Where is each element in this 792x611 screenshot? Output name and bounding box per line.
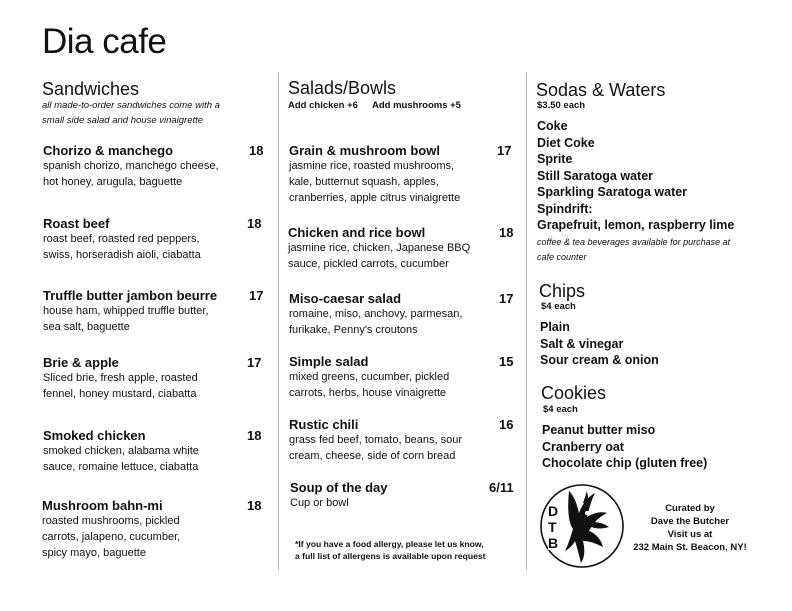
list-item: Salt & vinegar	[540, 336, 624, 351]
item-price: 18	[499, 225, 514, 240]
item-name: Miso-caesar salad	[289, 291, 402, 306]
chips-heading: Chips	[539, 281, 586, 301]
sodas-price: $3.50 each	[537, 100, 586, 111]
item-price: 18	[247, 216, 262, 231]
item-description: house ham, whipped truffle butter, sea salt, baguette	[43, 305, 209, 333]
salads-addon-chicken: Add chicken +6	[288, 100, 358, 111]
item-price: 17	[497, 143, 512, 158]
list-item: Plain	[540, 320, 570, 334]
sodas-list	[537, 118, 734, 234]
item-name: Chorizo & manchego	[43, 143, 174, 158]
item-description: Sliced brie, fresh apple, roasted fennel, honey mustard, ciabatta	[43, 372, 198, 400]
list-item: Spindrift:	[537, 201, 593, 216]
column-divider-left	[278, 72, 279, 570]
list-item: Sparkling Saratoga water	[537, 185, 688, 199]
item-name: Truffle butter jambon beurre	[43, 288, 218, 303]
menu-item-miso-caesar-salad	[289, 291, 519, 338]
list-item: Sour cream & onion	[540, 353, 659, 367]
sandwiches-note: all made-to-order sandwiches come with a small side salad and house vinaigrette	[42, 100, 220, 126]
chips-list	[540, 319, 659, 369]
item-name: Rustic chili	[289, 417, 359, 432]
item-description: mixed greens, cucumber, pickled carrots, herbs, house vinaigrette	[289, 371, 450, 399]
menu-item-roast-beef	[43, 216, 267, 263]
item-price: 16	[499, 417, 514, 432]
item-description: roasted mushrooms, pickled carrots, jalapeno, cucumber, spicy mayo, baguette	[42, 515, 181, 559]
menu-item-truffle-jambon-beurre	[43, 288, 273, 335]
list-item: Sprite	[537, 152, 573, 166]
list-item: Cranberry oat	[542, 439, 624, 454]
item-description: roast beef, roasted red peppers, swiss, horseradish aioli, ciabatta	[43, 233, 201, 261]
menu-item-chicken-rice-bowl	[288, 225, 518, 272]
item-price: 18	[247, 498, 262, 513]
salads-addon-mushrooms: Add mushrooms +5	[372, 100, 461, 111]
list-item: Peanut butter miso	[542, 423, 656, 437]
item-description: romaine, miso, anchovy, parmesan, furikake, Penny's croutons	[289, 308, 463, 336]
item-name: Brie & apple	[43, 355, 119, 370]
list-item: Chocolate chip (gluten free)	[542, 456, 708, 470]
item-name: Simple salad	[289, 354, 369, 369]
item-name: Grain & mushroom bowl	[289, 143, 440, 158]
item-price: 6/11	[489, 480, 514, 495]
sandwiches-heading: Sandwiches	[42, 79, 140, 99]
menu-item-rustic-chili	[289, 417, 519, 464]
item-description: jasmine rice, roasted mushrooms, kale, butternut squash, apples, cranberries, apple citrus vinaigrette	[289, 160, 461, 204]
list-item: Grapefruit, lemon, raspberry lime	[537, 218, 735, 232]
logo-letter-t: T	[548, 519, 557, 535]
item-price: 17	[499, 291, 514, 306]
logo-letter-d: D	[548, 503, 559, 519]
menu-item-chorizo-manchego	[43, 143, 267, 190]
cookies-price: $4 each	[543, 404, 578, 415]
item-name: Roast beef	[43, 216, 110, 231]
cookies-heading: Cookies	[541, 383, 607, 403]
item-description: smoked chicken, alabama white sauce, romaine lettuce, ciabatta	[43, 445, 199, 473]
item-description: grass fed beef, tomato, beans, sour cream, cheese, side of corn bread	[289, 434, 463, 462]
item-price: 18	[247, 428, 262, 443]
menu-item-brie-apple	[43, 355, 267, 402]
item-name: Mushroom bahn-mi	[42, 498, 163, 513]
list-item: Diet Coke	[537, 135, 595, 150]
curator-credit: Curated by Dave the Butcher Visit us at 232 Main St. Beacon, NY!	[633, 503, 747, 553]
item-price: 17	[247, 355, 262, 370]
item-description: spanish chorizo, manchego cheese, hot honey, arugula, baguette	[43, 160, 219, 188]
chips-price: $4 each	[541, 301, 576, 312]
dtb-logo	[539, 483, 625, 569]
menu-item-grain-mushroom-bowl	[289, 143, 519, 206]
allergy-notice: *If you have a food allergy, please let us know, a full list of allergens is available upon request	[295, 539, 486, 561]
item-price: 15	[499, 354, 514, 369]
menu-item-simple-salad	[289, 354, 519, 401]
sodas-heading: Sodas & Waters	[536, 80, 666, 100]
cookies-list	[542, 422, 707, 472]
item-price: 18	[249, 143, 264, 158]
logo-letter-b: B	[548, 535, 559, 551]
sodas-note: coffee & tea beverages available for purchase at cafe counter	[537, 237, 731, 262]
salads-heading: Salads/Bowls	[288, 78, 397, 98]
item-name: Smoked chicken	[43, 428, 146, 443]
menu-item-smoked-chicken	[43, 428, 267, 475]
list-item: Coke	[537, 119, 568, 133]
item-name: Soup of the day	[290, 480, 388, 495]
item-description: jasmine rice, chicken, Japanese BBQ sauce, pickled carrots, cucumber	[288, 242, 471, 270]
item-name: Chicken and rice bowl	[288, 225, 426, 240]
item-price: 17	[249, 288, 264, 303]
cafe-title: Dia cafe	[42, 22, 167, 61]
menu-item-soup-of-the-day	[290, 480, 520, 511]
list-item: Still Saratoga water	[537, 168, 654, 183]
item-description: Cup or bowl	[290, 497, 349, 509]
menu-item-mushroom-bahn-mi	[42, 498, 266, 561]
column-divider-right	[526, 72, 527, 570]
